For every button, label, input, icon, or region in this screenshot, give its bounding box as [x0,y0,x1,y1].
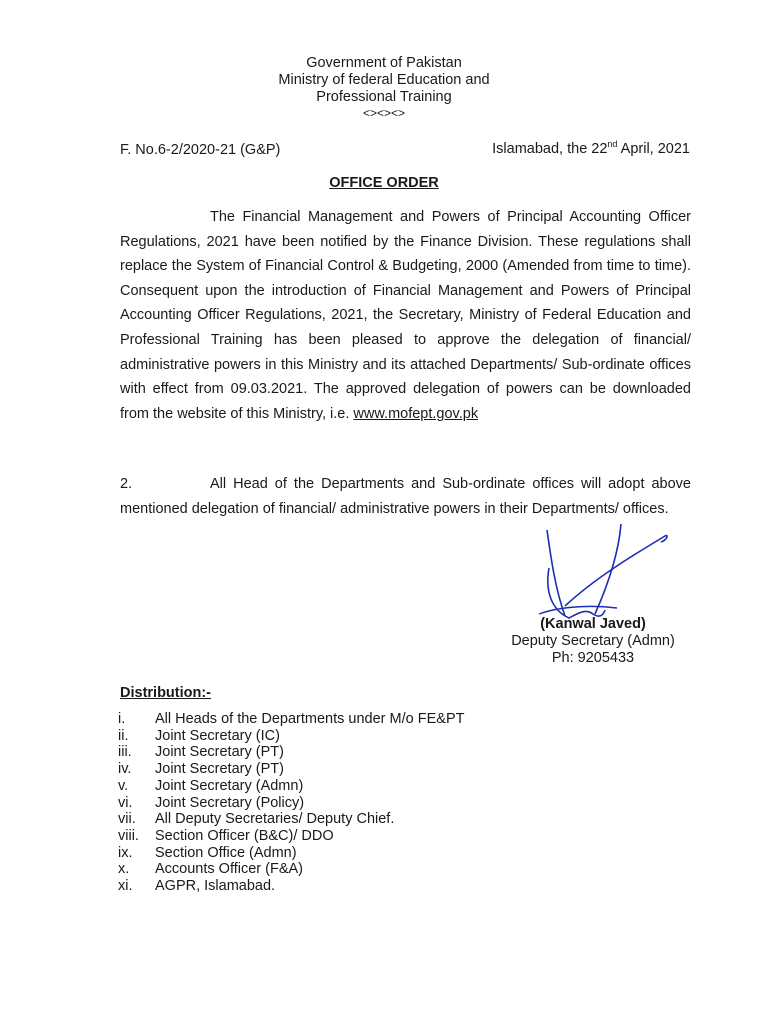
signatory-designation: Deputy Secretary (Admn) [511,633,675,649]
paragraph-2-number: 2. [120,476,133,492]
distribution-item-text: Joint Secretary (PT) [155,744,284,761]
distribution-item [118,861,464,878]
distribution-item-text: Joint Secretary (Admn) [155,777,304,794]
distribution-item-number: v. [118,777,129,794]
distribution-item-number: iii. [118,744,132,761]
distribution-item-text: Section Officer (B&C)/ DDO [155,827,334,844]
date-prefix: Islamabad, the 22 [492,140,608,157]
distribution-item-number: x. [118,861,130,878]
paragraph-1-text: The Financial Management and Powers of Principal Accounting Officer Regulations, 2021 have been notified by the Finance Division. These regulations shall replace the System of Financial Control & Budgeting, 2000 (Amended from time to time). Consequent upon the introduction of Financial Management and Powers of Principal Accounting Officer Regulations, 2021, the Secretary, Ministry of Federal Education and Professional Training has been pleased to approve the delegation of financial/ administrative powers in this Ministry and its attached Departments/ Sub-ordinate offices with effect from 09.03.2021. The approved delegation of powers can be downloaded from the website of this Ministry, i.e. [120,209,691,422]
distribution-item [118,878,464,895]
letterhead [0,55,768,120]
file-number: F. No.6-2/2020-21 (G&P) [120,142,281,158]
distribution-item-number: ix. [118,844,133,861]
paragraph-2 [120,472,691,521]
issue-date [492,139,690,157]
signatory-name: (Kanwal Javed) [540,616,646,632]
document-title: OFFICE ORDER [329,175,439,191]
distribution-item [118,711,464,728]
distribution-item [118,795,464,812]
distribution-item-text: AGPR, Islamabad. [155,878,276,895]
distribution-item-number: vii. [118,811,136,828]
distribution-item [118,845,464,862]
letterhead-ornament: <><><> [362,106,406,120]
distribution-item [118,828,464,845]
date-rest: April, 2021 [617,140,690,157]
distribution-title: Distribution:- [120,685,212,701]
distribution-item [118,761,464,778]
paragraph-2-text: All Head of the Departments and Sub-ordinate offices will adopt above mentioned delegation of financial/ administrative powers in their Departments/ offices. [120,476,691,517]
distribution-item-number: i. [118,711,126,727]
distribution-item [118,811,464,828]
distribution-item-text: Joint Secretary (PT) [155,761,284,778]
letterhead-ministry-cont: Professional Training [316,89,452,105]
ministry-website-link[interactable]: www.mofept.gov.pk [353,405,479,422]
distribution-item [118,778,464,795]
signatory-phone: Ph: 9205433 [551,650,635,666]
distribution-item-number: vi. [118,794,133,811]
distribution-item [118,728,464,745]
distribution-item [118,744,464,761]
signatory-block [478,616,708,667]
distribution-item-number: viii. [118,827,139,844]
distribution-item-text: All Heads of the Departments under M/o FE&PT [155,711,465,727]
paragraph-1 [120,205,691,426]
distribution-item-text: Section Office (Admn) [155,844,297,861]
distribution-item-text: All Deputy Secretaries/ Deputy Chief. [155,811,395,828]
distribution-item-number: iv. [118,761,132,778]
distribution-list [118,711,464,895]
letterhead-ministry: Ministry of federal Education and [278,72,490,88]
distribution-item-text: Accounts Officer (F&A) [155,861,303,878]
distribution-item-text: Joint Secretary (Policy) [155,794,305,811]
distribution-item-text: Joint Secretary (IC) [155,727,280,744]
distribution-item-number: ii. [118,727,129,744]
distribution-item-number: xi. [118,878,133,895]
letterhead-government: Government of Pakistan [306,55,462,71]
date-ordinal-suffix: nd [607,139,618,149]
